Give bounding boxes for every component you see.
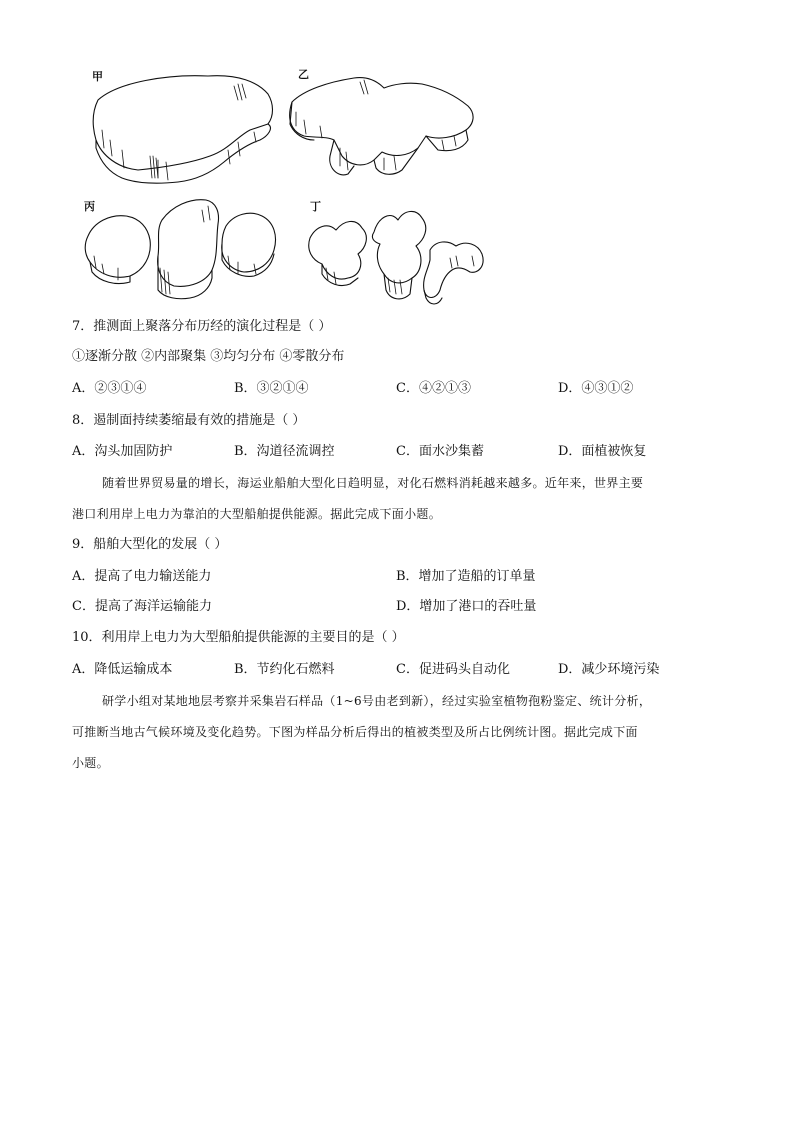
q8-option-c[interactable]: C．面水沙集蓄 (396, 444, 484, 459)
label-bing: 丙 (84, 200, 95, 213)
passage2-line3: 小题。 (72, 756, 109, 770)
q9-stem: 9．船舶大型化的发展（ ） (72, 537, 228, 552)
q9-option-a[interactable]: A．提高了电力输送能力 (72, 569, 212, 584)
q8-option-a[interactable]: A．沟头加固防护 (72, 444, 173, 459)
label-ding: 丁 (310, 200, 321, 213)
label-jia: 甲 (92, 70, 103, 83)
q10-option-a[interactable]: A．降低运输成本 (72, 662, 173, 677)
passage2-line1: 研学小组对某地地层考察并采集岩石样品（1~6号由老到新），经过实验室植物孢粉鉴定、统计分析， (102, 694, 652, 708)
q7-option-a[interactable]: A．②③①④ (72, 381, 147, 396)
q10-option-d[interactable]: D．减少环境污染 (558, 662, 660, 677)
label-yi: 乙 (298, 68, 309, 81)
q9-option-c[interactable]: C．提高了海洋运输能力 (72, 599, 212, 614)
q10-option-b[interactable]: B．节约化石燃料 (234, 662, 335, 677)
plateau-yi-drawing (290, 78, 473, 175)
plateau-bing-drawing (85, 200, 275, 299)
q9-option-b[interactable]: B．增加了造船的订单量 (396, 569, 536, 584)
q7-option-d[interactable]: D．④③①② (558, 381, 634, 396)
q9-option-d[interactable]: D．增加了港口的吞吐量 (396, 599, 537, 614)
plateau-jia-drawing (93, 76, 272, 184)
q8-option-d[interactable]: D．面植被恢复 (558, 444, 647, 459)
q7-option-c[interactable]: C．④②①③ (396, 381, 471, 396)
landform-figure (78, 60, 508, 310)
passage2-line2: 可推断当地古气候环境及变化趋势。下图为样品分析后得出的植被类型及所占比例统计图。据此完成下面 (72, 725, 638, 739)
q7-items: ①逐渐分散 ②内部聚集 ③均匀分布 ④零散分布 (72, 349, 345, 364)
q8-stem: 8．遏制面持续萎缩最有效的措施是（ ） (72, 413, 306, 428)
q7-option-b[interactable]: B．③②①④ (234, 381, 309, 396)
passage1-line2: 港口利用岸上电力为靠泊的大型船舶提供能源。据此完成下面小题。 (72, 507, 442, 521)
passage1-line1: 随着世界贸易量的增长，海运业船舶大型化日趋明显，对化石燃料消耗越来越多。近年来，世界主要 (102, 476, 644, 490)
q10-stem: 10．利用岸上电力为大型船舶提供能源的主要目的是（ ） (72, 630, 405, 645)
q7-stem: 7．推测面上聚落分布历经的演化过程是（ ） (72, 319, 332, 334)
q10-option-c[interactable]: C．促进码头自动化 (396, 662, 510, 677)
q8-option-b[interactable]: B．沟道径流调控 (234, 444, 335, 459)
plateau-ding-drawing (309, 211, 483, 304)
